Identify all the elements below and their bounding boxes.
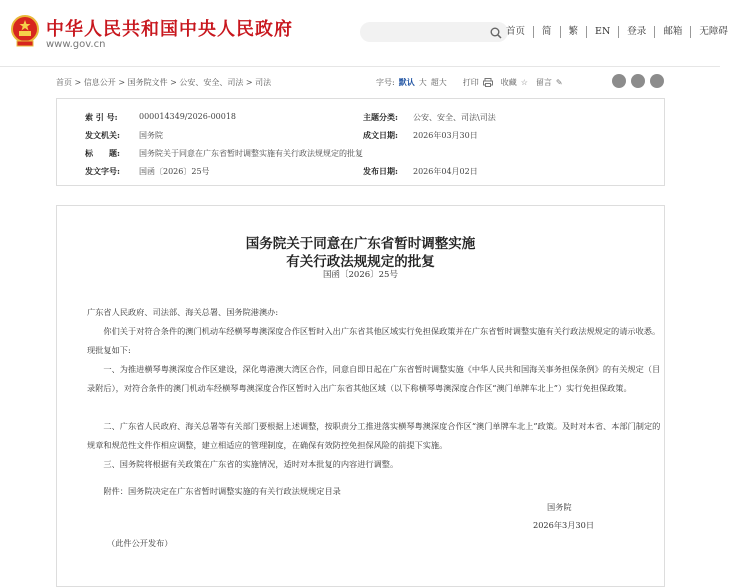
star-icon[interactable]: ☆ [520, 78, 528, 87]
national-emblem-icon[interactable] [10, 14, 40, 48]
document-body [56, 205, 665, 587]
document-title-line1: 国务院关于同意在广东省暂时调整实施 [245, 236, 476, 252]
paragraph-1: 你们关于对符合条件的澳门机动车经横琴粤澳深度合作区暂时入出广东省其他区域实行免担保政策并在广东省暂时调整实施有关行政法规规定的请示收悉。现批复如下: [87, 326, 661, 355]
print-button[interactable]: 打印 [462, 78, 479, 87]
created-date-value: 2026年03月30日 [413, 131, 478, 140]
nav-english[interactable]: EN [586, 26, 618, 38]
nav-login[interactable]: 登录 [618, 26, 654, 38]
search-input[interactable] [360, 22, 508, 42]
font-default-button[interactable]: 默认 [398, 77, 415, 87]
nav-accessibility[interactable]: 无障碍 [690, 26, 736, 38]
doc-number-value: 国函〔2026〕25号 [139, 167, 210, 176]
doc-number-label: 发文字号: [85, 166, 120, 176]
nav-traditional[interactable]: 繁 [560, 26, 587, 38]
site-url[interactable]: www.gov.cn [46, 39, 106, 50]
paragraph-4: 三、国务院将根据有关政策在广东省的实施情况，适时对本批复的内容进行调整。 [103, 459, 399, 469]
printer-icon[interactable] [483, 78, 493, 87]
site-header [0, 0, 728, 67]
index-label: 索 引 号: [85, 112, 118, 122]
issuer-value: 国务院 [139, 131, 163, 140]
toolbar [56, 74, 664, 90]
font-large-button[interactable]: 大 [418, 78, 427, 87]
title-label: 标 题: [85, 148, 120, 158]
signer: 国务院 [547, 502, 572, 512]
font-xlarge-button[interactable]: 超大 [430, 78, 447, 87]
nav-simplified[interactable]: 简 [533, 26, 560, 38]
page-tools [376, 77, 567, 88]
category-label: 主题分类: [363, 112, 398, 122]
attachment-link[interactable]: 附件：国务院决定在广东省暂时调整实施的有关行政法规规定目录 [103, 486, 341, 496]
title-value: 国务院关于同意在广东省暂时调整实施有关行政法规规定的批复 [139, 149, 363, 158]
share-buttons [607, 74, 664, 88]
breadcrumb[interactable]: 首页 > 信息公开 > 国务院文件 > 公安、安全、司法 > 司法 [56, 78, 272, 87]
font-size-label: 字号: [376, 78, 395, 87]
document-number: 国函〔2026〕25号 [323, 270, 398, 280]
issuer-label: 发文机关: [85, 130, 120, 140]
favorite-button[interactable]: 收藏 [500, 78, 517, 87]
published-date-label: 发布日期: [363, 166, 398, 176]
publish-note: （此件公开发布） [107, 538, 173, 548]
document-title-line2: 有关行政法规规定的批复 [286, 254, 435, 270]
nav-mail[interactable]: 邮箱 [654, 26, 690, 38]
category-value: 公安、安全、司法\司法 [413, 113, 496, 122]
site-title[interactable]: 中华人民共和国中央人民政府 [46, 19, 293, 40]
top-nav [506, 26, 736, 38]
qzone-share-icon[interactable] [650, 74, 664, 88]
published-date-value: 2026年04月02日 [413, 167, 478, 176]
comment-button[interactable]: 留言 [535, 78, 552, 87]
created-date-label: 成文日期: [363, 130, 398, 140]
paragraph-2: 一、为推进横琴粤澳深度合作区建设，深化粤港澳大湾区合作，同意自即日起在广东省暂时调整实施《中华人民共和国海关事务担保条例》的有关规定（目录附后），对符合条件的澳门机动车经横琴粤澳深度合作区暂时入出广东省其他区域（以下称横琴粤澳深度合作区“澳门单牌车北上”）实行免担保政策。 [87, 364, 661, 393]
nav-home[interactable]: 首页 [506, 26, 526, 37]
weibo-share-icon[interactable] [612, 74, 626, 88]
salutation: 广东省人民政府、司法部、海关总署、国务院港澳办: [87, 307, 279, 317]
paragraph-3: 二、广东省人民政府、海关总署等有关部门要根据上述调整，按职责分工推进落实横琴粤澳深度合作区“澳门单牌车北上”政策。及时对本省、本部门制定的规章和规范性文件作相应调整，建立相适应的管理制度，在确保有效防控免担保风险的前提下实施。 [87, 421, 661, 450]
index-value: 000014349/2026-00018 [139, 112, 237, 121]
sign-date: 2026年3月30日 [533, 520, 595, 530]
document-metadata [56, 98, 665, 186]
wechat-share-icon[interactable] [631, 74, 645, 88]
search-icon[interactable] [490, 27, 502, 39]
pencil-icon[interactable]: ✎ [555, 78, 563, 87]
